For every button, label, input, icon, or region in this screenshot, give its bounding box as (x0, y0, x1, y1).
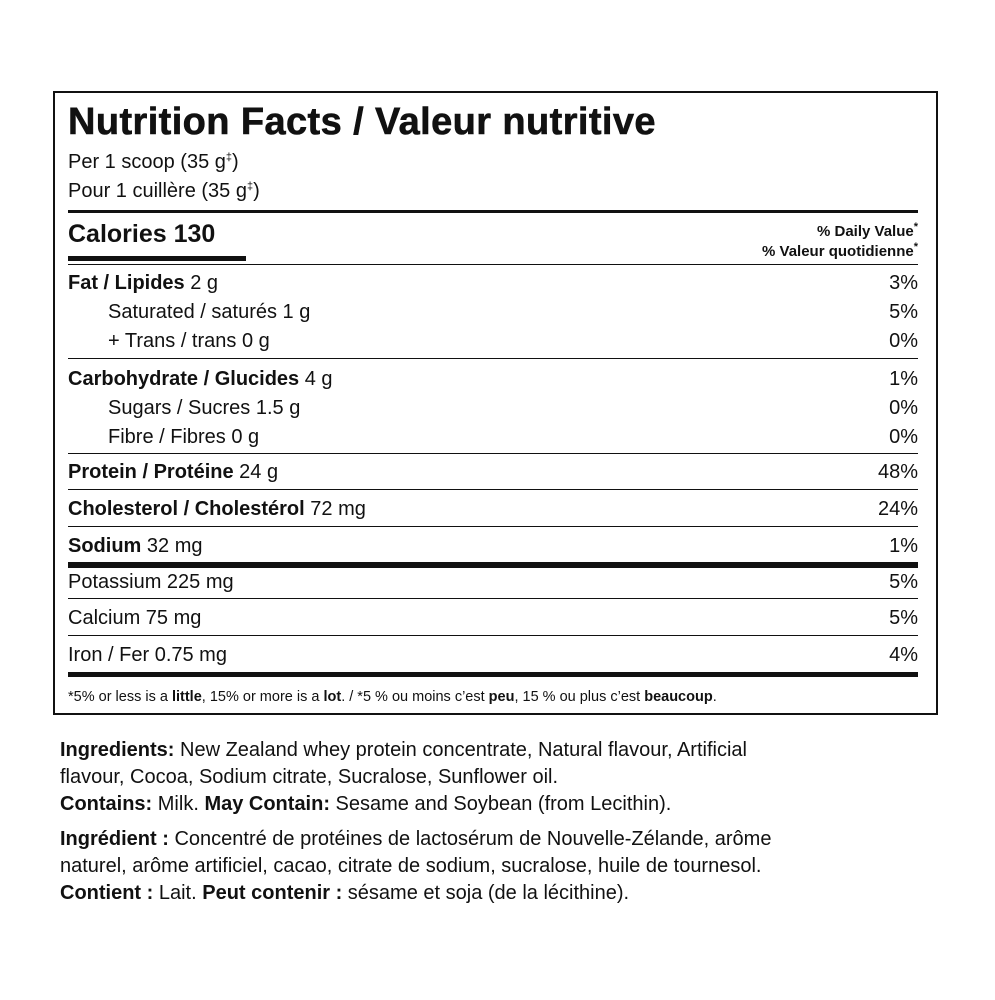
percent-dv: 5% (889, 571, 918, 593)
nutrient-row-fat: Fat / Lipides 2 g 3% (68, 269, 918, 297)
percent-dv: 4% (889, 644, 918, 666)
nutrient-row-sugars: Sugars / Sucres 1.5 g 0% (68, 394, 918, 422)
percent-dv: 1% (889, 368, 918, 390)
divider (68, 635, 918, 636)
divider (68, 489, 918, 490)
serving-size-fr: Pour 1 cuillère (35 g‡) (68, 180, 260, 202)
nutrient-row-iron: Iron / Fer 0.75 mg 4% (68, 641, 918, 669)
percent-dv: 24% (877, 498, 918, 520)
ingredients-en: Ingredients: New Zealand whey protein concentrate, Natural flavour, Artificial flavour, Cocoa, Sodium citrate, Sucralose, Sunflower oil. Contains: Milk. May Contain: Sesame and Soybean (from Lecithin). (60, 739, 747, 815)
percent-dv: 0% (889, 397, 918, 419)
calories-label: Calories 130 (68, 220, 216, 248)
percent-dv: 0% (889, 330, 918, 352)
nutrient-row-saturated: Saturated / saturés 1 g 5% (68, 298, 918, 326)
nutrition-facts-panel (53, 91, 938, 715)
percent-dv: 3% (889, 272, 918, 294)
divider (68, 526, 918, 527)
divider (68, 453, 918, 454)
nutrient-row-fibre: Fibre / Fibres 0 g 0% (68, 423, 918, 451)
percent-dv: 1% (889, 535, 918, 557)
calories-underline (68, 256, 246, 261)
divider (68, 598, 918, 599)
divider (68, 358, 918, 359)
nutrient-row-calcium: Calcium 75 mg 5% (68, 604, 918, 632)
nutrient-row-cholesterol: Cholesterol / Cholestérol 72 mg 24% (68, 495, 918, 523)
divider-thick (68, 672, 918, 677)
divider-thick (68, 210, 918, 213)
nutrient-row-sodium: Sodium 32 mg 1% (68, 532, 918, 560)
divider (68, 264, 918, 265)
ingredients-fr: Ingrédient : Concentré de protéines de lactosérum de Nouvelle-Zélande, arôme naturel, arôme artificiel, cacao, citrate de sodium, sucralose, huile de tournesol. Contient : Lait. Peut contenir : sésame et soja (de la lécithine). (60, 828, 772, 904)
nutrient-row-potassium: Potassium 225 mg 5% (68, 568, 918, 596)
percent-dv: 0% (889, 426, 918, 448)
nutrient-row-trans: + Trans / trans 0 g 0% (68, 327, 918, 355)
panel-title: Nutrition Facts / Valeur nutritive (68, 101, 656, 143)
percent-dv: 48% (877, 461, 918, 483)
percent-dv: 5% (889, 301, 918, 323)
footnote: *5% or less is a little, 15% or more is a lot. / *5 % ou moins c’est peu, 15 % ou plus c’est beaucoup. (68, 689, 717, 705)
nutrient-row-protein: Protein / Protéine 24 g 48% (68, 458, 918, 486)
nutrient-row-carbohydrate: Carbohydrate / Glucides 4 g 1% (68, 365, 918, 393)
daily-value-header: % Daily Value* % Valeur quotidienne* (762, 221, 918, 260)
percent-dv: 5% (889, 607, 918, 629)
serving-size-en: Per 1 scoop (35 g‡) (68, 151, 239, 173)
